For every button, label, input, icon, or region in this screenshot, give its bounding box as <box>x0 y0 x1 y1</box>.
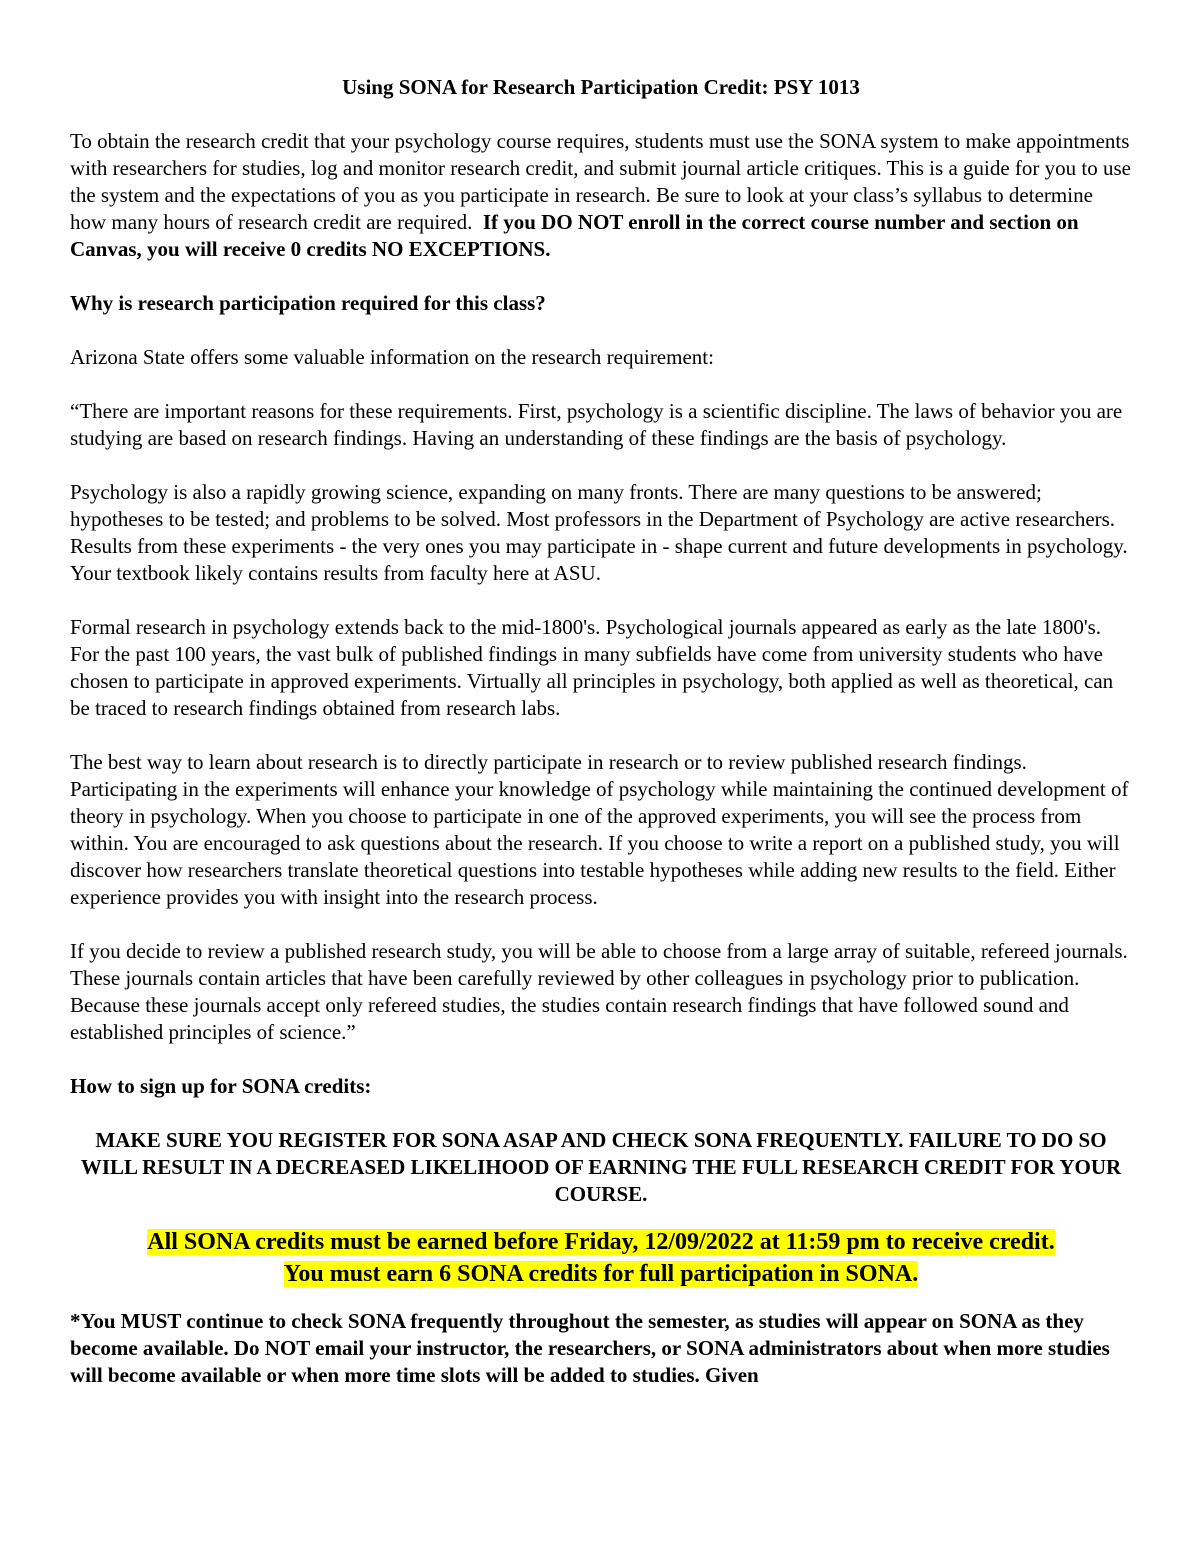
why-heading: Why is research participation required for this class? <box>70 291 546 315</box>
document-title: Using SONA for Research Participation Credit: PSY 1013 <box>342 75 860 99</box>
quote-paragraph-5: If you decide to review a published research study, you will be able to choose from a large array of suitable, refereed journals. These journals contain articles that have been carefully reviewed by other colleagues in psychology prior to publication. Because these journals accept only refereed studies, the studies contain research findings that have followed sound and established principles of science.” <box>70 939 1128 1044</box>
intro-text: To obtain the research credit that your psychology course requires, students must use the SONA system to make appointments with researchers for studies, log and monitor research credit, and submit journal article critiques. This is a guide for you to use the system and the expectations of you as you participate in research. Be sure to look at your class’s syllabus to determine how many hours of research credit are required. <box>70 129 1131 234</box>
register-warning: MAKE SURE YOU REGISTER FOR SONA ASAP AND CHECK SONA FREQUENTLY. FAILURE TO DO SO WILL RESULT IN A DECREASED LIKELIHOOD OF EARNING THE FULL RESEARCH CREDIT FOR YOUR COURSE. <box>80 1128 1122 1206</box>
enrollment-warning: If you DO NOT enroll in the correct course number and section on Canvas, you will receive 0 credits NO EXCEPTIONS. <box>70 210 1079 261</box>
quote-paragraph-2: Psychology is also a rapidly growing science, expanding on many fronts. There are many questions to be answered; hypotheses to be tested; and problems to be solved. Most professors in the Department of Psychology are active researchers. Results from these experiments - the very ones you may participate in - shape current and future developments in psychology. Your textbook likely contains results from faculty here at ASU. <box>70 480 1128 585</box>
asu-intro: Arizona State offers some valuable information on the research requirement: <box>70 345 714 369</box>
signup-heading: How to sign up for SONA credits: <box>70 1074 372 1098</box>
document-page <box>70 74 1132 1389</box>
deadline-line-2: You must earn 6 SONA credits for full participation in SONA. <box>283 1261 919 1287</box>
deadline-line-1: All SONA credits must be earned before Friday, 12/09/2022 at 11:59 pm to receive credit. <box>147 1229 1055 1255</box>
final-note: *You MUST continue to check SONA frequently throughout the semester, as studies will appear on SONA as they become available. Do NOT email your instructor, the researchers, or SONA administrators about when more studies will become available or when more time slots will be added to studies. Given <box>70 1309 1110 1387</box>
quote-paragraph-4: The best way to learn about research is to directly participate in research or to review published research findings. Participating in the experiments will enhance your knowledge of psychology while maintaining the continued development of theory in psychology. When you choose to participate in one of the approved experiments, you will see the process from within. You are encouraged to ask questions about the research. If you choose to write a report on a published study, you will discover how researchers translate theoretical questions into testable hypotheses while adding new results to the field. Either experience provides you with insight into the research process. <box>70 750 1129 909</box>
intro-paragraph <box>70 128 1132 263</box>
quote-paragraph-1: “There are important reasons for these requirements. First, psychology is a scientific discipline. The laws of behavior you are studying are based on research findings. Having an understanding of these findings are the basis of psychology. <box>70 399 1123 450</box>
quote-paragraph-3: Formal research in psychology extends back to the mid-1800's. Psychological journals appeared as early as the late 1800's. For the past 100 years, the vast bulk of published findings in many subfields have come from university students who have chosen to participate in approved experiments. Virtually all principles in psychology, both applied as well as theoretical, can be traced to research findings obtained from research labs. <box>70 615 1114 720</box>
deadline-notice <box>70 1226 1132 1290</box>
